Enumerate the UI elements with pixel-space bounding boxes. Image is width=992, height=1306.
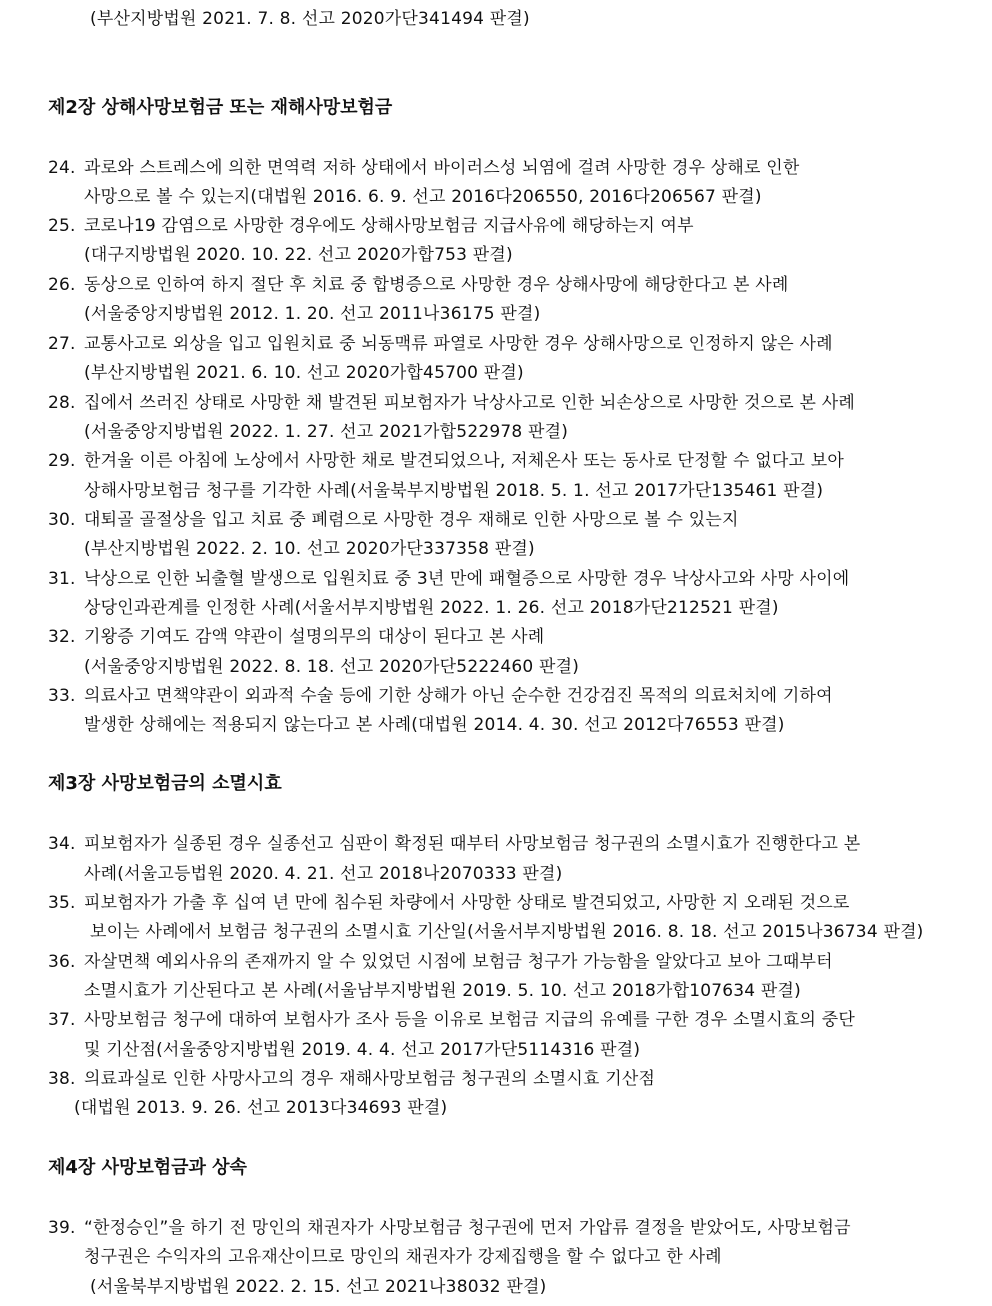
item-number: 26. <box>48 275 76 295</box>
item-text-line: 자살면책 예외사유의 존재까지 알 수 있었던 시점에 보험금 청구가 가능함을 알았다고 보아 그때부터 <box>84 952 833 972</box>
item-text-line: 발생한 상해에는 적용되지 않는다고 본 사례(대법원 2014. 4. 30. 선고 2012다76553 판결) <box>84 715 785 735</box>
item-number: 34. <box>48 834 76 854</box>
item-text-line: (대법원 2013. 9. 26. 선고 2013다34693 판결) <box>74 1098 448 1118</box>
chapter-heading: 제2장 상해사망보험금 또는 재해사망보험금 <box>48 97 393 118</box>
item-number: 36. <box>48 952 76 972</box>
item-text-line: (대구지방법원 2020. 10. 22. 선고 2020가합753 판결) <box>84 245 513 265</box>
item-text-line: (서울북부지방법원 2022. 2. 15. 선고 2021나38032 판결) <box>90 1277 547 1297</box>
item-text-line: 피보험자가 실종된 경우 실종선고 심판이 확정된 때부터 사망보험금 청구권의 소멸시효가 진행한다고 본 <box>84 834 861 854</box>
item-text-line: 및 기산점(서울중앙지방법원 2019. 4. 4. 선고 2017가단5114316 판결) <box>84 1040 641 1060</box>
item-text-line: 낙상으로 인한 뇌출혈 발생으로 입원치료 중 3년 만에 패혈증으로 사망한 경우 낙상사고와 사망 사이에 <box>84 569 850 589</box>
item-text-line: 사례(서울고등법원 2020. 4. 21. 선고 2018나2070333 판결) <box>84 864 563 884</box>
item-text-line: 코로나19 감염으로 사망한 경우에도 상해사망보험금 지급사유에 해당하는지 여부 <box>84 216 694 236</box>
item-number: 37. <box>48 1010 76 1030</box>
item-text-line: 사망보험금 청구에 대하여 보험사가 조사 등을 이유로 보험금 지급의 유예를 구한 경우 소멸시효의 중단 <box>84 1010 855 1030</box>
item-text-line: 의료사고 면책약관이 외과적 수술 등에 기한 상해가 아닌 순수한 건강검진 목적의 의료처치에 기하여 <box>84 686 833 706</box>
item-number: 31. <box>48 569 76 589</box>
intro-citation: (부산지방법원 2021. 7. 8. 선고 2020가단341494 판결) <box>90 9 530 29</box>
item-number: 24. <box>48 158 76 178</box>
item-number: 27. <box>48 334 76 354</box>
item-number: 25. <box>48 216 76 236</box>
item-text-line: 기왕증 기여도 감액 약관이 설명의무의 대상이 된다고 본 사례 <box>84 627 545 647</box>
item-text-line: (부산지방법원 2021. 6. 10. 선고 2020가합45700 판결) <box>84 363 524 383</box>
item-number: 29. <box>48 451 76 471</box>
item-text-line: (서울중앙지방법원 2012. 1. 20. 선고 2011나36175 판결) <box>84 304 541 324</box>
item-text-line: 상당인과관계를 인정한 사례(서울서부지방법원 2022. 1. 26. 선고 2018가단212521 판결) <box>84 598 779 618</box>
item-text-line: (서울중앙지방법원 2022. 1. 27. 선고 2021가합522978 판결) <box>84 422 569 442</box>
item-text-line: 동상으로 인하여 하지 절단 후 치료 중 합병증으로 사망한 경우 상해사망에 해당한다고 본 사례 <box>84 275 789 295</box>
item-text-line: (부산지방법원 2022. 2. 10. 선고 2020가단337358 판결) <box>84 539 535 559</box>
chapter-heading: 제4장 사망보험금과 상속 <box>48 1157 247 1178</box>
item-number: 32. <box>48 627 76 647</box>
item-text-line: 사망으로 볼 수 있는지(대법원 2016. 6. 9. 선고 2016다206550, 2016다206567 판결) <box>84 187 762 207</box>
item-text-line: 의료과실로 인한 사망사고의 경우 재해사망보험금 청구권의 소멸시효 기산점 <box>84 1069 656 1089</box>
item-text-line: (서울중앙지방법원 2022. 8. 18. 선고 2020가단5222460 판결) <box>84 657 580 677</box>
item-text-line: 집에서 쓰러진 상태로 사망한 채 발견된 피보험자가 낙상사고로 인한 뇌손상으로 사망한 것으로 본 사례 <box>84 393 855 413</box>
item-text-line: 교통사고로 외상을 입고 입원치료 중 뇌동맥류 파열로 사망한 경우 상해사망으로 인정하지 않은 사례 <box>84 334 833 354</box>
item-text-line: 대퇴골 골절상을 입고 치료 중 폐렴으로 사망한 경우 재해로 인한 사망으로 볼 수 있는지 <box>84 510 739 530</box>
item-number: 39. <box>48 1218 76 1238</box>
item-text-line: 청구권은 수익자의 고유재산이므로 망인의 채권자가 강제집행을 할 수 없다고 한 사례 <box>84 1247 722 1267</box>
item-text-line: “한정승인”을 하기 전 망인의 채권자가 사망보험금 청구권에 먼저 가압류 결정을 받았어도, 사망보험금 <box>84 1218 851 1238</box>
item-number: 35. <box>48 893 76 913</box>
item-text-line: 한겨울 이른 아침에 노상에서 사망한 채로 발견되었으나, 저체온사 또는 동사로 단정할 수 없다고 보아 <box>84 451 844 471</box>
item-number: 38. <box>48 1069 76 1089</box>
item-text-line: 과로와 스트레스에 의한 면역력 저하 상태에서 바이러스성 뇌염에 걸려 사망한 경우 상해로 인한 <box>84 158 800 178</box>
item-text-line: 소멸시효가 기산된다고 본 사례(서울남부지방법원 2019. 5. 10. 선고 2018가합107634 판결) <box>84 981 801 1001</box>
item-text-line: 보이는 사례에서 보험금 청구권의 소멸시효 기산일(서울서부지방법원 2016. 8. 18. 선고 2015나36734 판결) <box>90 922 924 942</box>
item-text-line: 피보험자가 가출 후 십여 년 만에 침수된 차량에서 사망한 상태로 발견되었고, 사망한 지 오래된 것으로 <box>84 893 850 913</box>
item-number: 30. <box>48 510 76 530</box>
item-text-line: 상해사망보험금 청구를 기각한 사례(서울북부지방법원 2018. 5. 1. 선고 2017가단135461 판결) <box>84 481 824 501</box>
chapter-heading: 제3장 사망보험금의 소멸시효 <box>48 773 282 794</box>
item-number: 28. <box>48 393 76 413</box>
item-number: 33. <box>48 686 76 706</box>
